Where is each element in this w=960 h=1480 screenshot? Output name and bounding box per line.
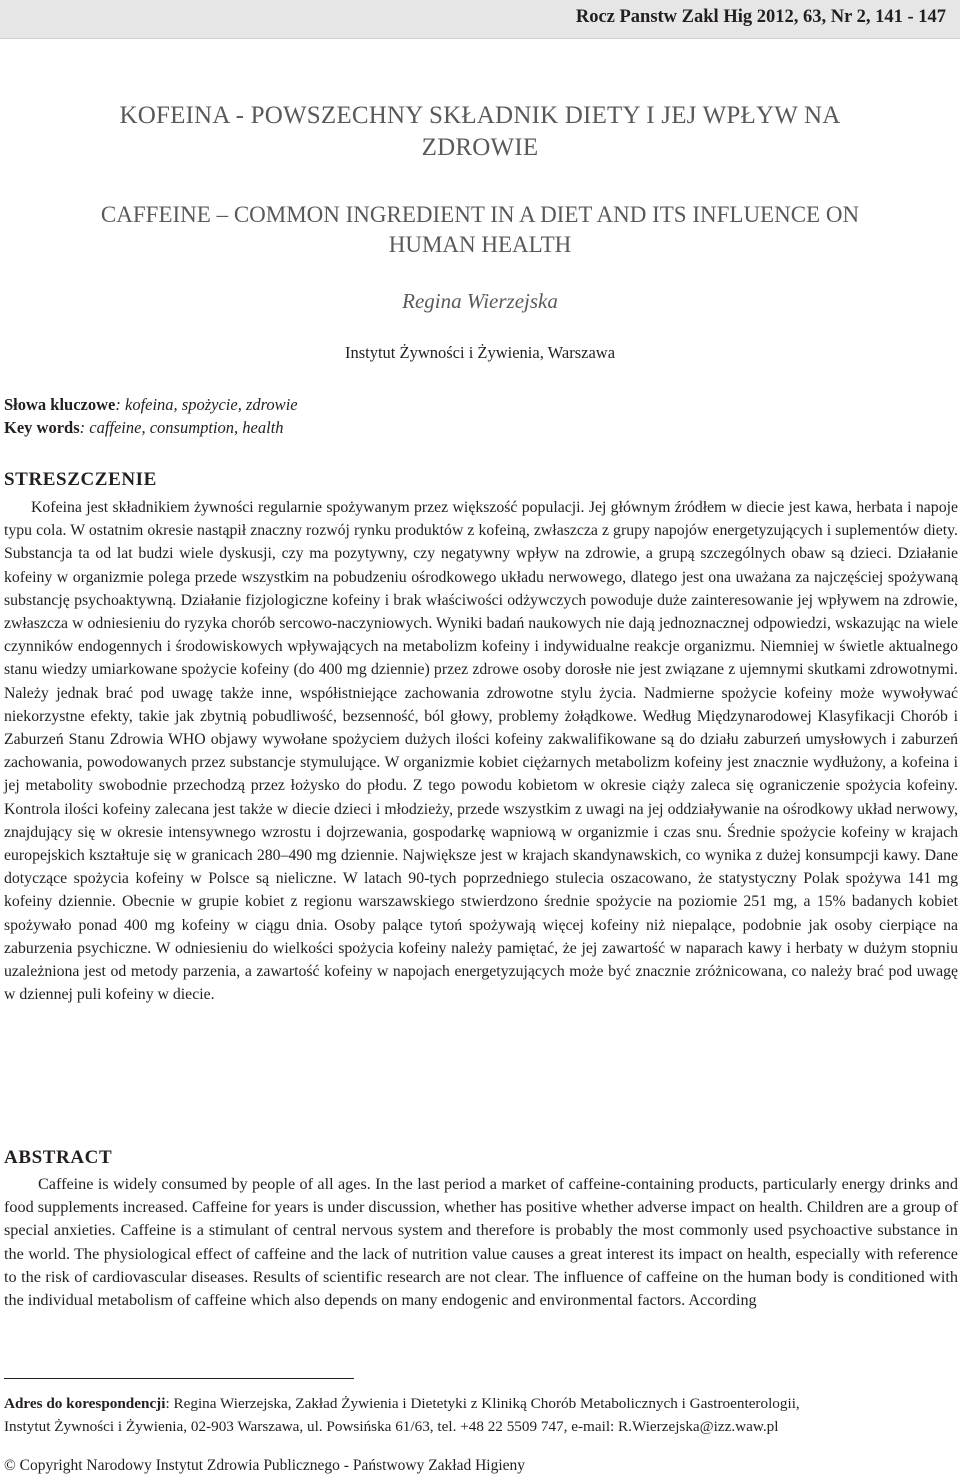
author-affiliation: Instytut Żywności i Żywienia, Warszawa xyxy=(344,343,616,362)
keywords-polish-values: : kofeina, spożycie, zdrowie xyxy=(115,395,298,414)
footnote-divider xyxy=(4,1378,354,1379)
correspondence-line-1 xyxy=(4,1392,958,1415)
correspondence-line-1-text: : Regina Wierzejska, Zakład Żywienia i Dietetyki z Kliniką Chorób Metabolicznych i Gastroenterologii, xyxy=(165,1395,800,1412)
abstract-text: Caffeine is widely consumed by people of all ages. In the last period a market of caffeine-containing products, particularly energy drinks and food supplements increased. Caffeine for years is under discussion, whether has positive whether adverse impact on health. Children are a group of special anxieties. Caffeine is a stimulant of central nervous system and therefore is probably the most commonly used psychoactive substance in the world. The physiological effect of caffeine and the lack of nutrition value causes a great interest its impact on health, especially with reference to the risk of cardiovascular diseases. Results of scientific research are not clear. The influence of caffeine on the human body is conditioned with the individual metabolism of caffeine which also depends on many endogenic and environmental factors. According xyxy=(4,1175,958,1310)
journal-header-bar xyxy=(0,0,960,39)
keywords-block xyxy=(4,393,298,439)
author-name: Regina Wierzejska xyxy=(402,289,558,313)
keywords-english xyxy=(4,416,298,439)
streszczenie-text: Kofeina jest składnikiem żywności regularnie spożywanym przez większość populacji. Jej głównym źródłem w diecie jest kawa, herbata i napoje typu cola. W ostatnim okresie nastąpił znaczny rozwój rynku produktów z kofeiną, zwłaszcza z grupy napojów energetyzujących i suplementów diety. Substancja ta od lat budzi wiele dyskusji, czy ma pozytywny, czy negatywny wpływ na zdrowie, a grupą szczególnych obaw są dzieci. Działanie kofeiny w organizmie polega przede wszystkim na pobudzeniu ośrodkowego układu nerwowego, dlatego jest ona uważana za najczęściej spożywaną substancję psychoaktywną. Działanie fizjologiczne kofeiny i brak właściwości odżywczych powoduje duże zainteresowanie jej wpływem na zdrowie, zwłaszcza w odniesieniu do ryzyka chorób sercowo-naczyniowych. Wyniki badań naukowych nie dają jednoznacznej odpowiedzi, wskazując na wiele czynników endogennych i środowiskowych wpływających na metabolizm kofeiny i indywidualne reakcje organizmu. Niemniej w świetle aktualnego stanu wiedzy umiarkowane spożycie kofeiny (do 400 mg dziennie) przez zdrowe osoby dorosłe nie jest związane z ujemnymi skutkami zdrowotnymi. Należy jednak brać pod uwagę także inne, współistniejące zachowania zdrowotne stylu życia. Nadmierne spożycie kofeiny może wywoływać niekorzystne efekty, takie jak zbytnią pobudliwość, bezsenność, ból głowy, problemy żołądkowe. Według Międzynarodowej Klasyfikacji Chorób i Zaburzeń Stanu Zdrowia WHO objawy wywołane spożyciem dużych ilości kofeiny zakwalifikowane są do działu zaburzeń umysłowych i zaburzeń zachowania, powodowanych przez substancje stymulujące. W organizmie kobiet ciężarnych metabolizm kofeiny jest znacznie wydłużony, a kofeina i jej metabolity swobodnie przechodzą przez łożysko do płodu. Z tego powodu kobietom w okresie ciąży zaleca się ograniczenie spożycia kofeiny. Kontrola ilości kofeiny zalecana jest także w diecie dzieci i młodzieży, przede wszystkim z uwagi na jej oddziaływanie na ośrodkowy układ nerwowy, znajdujący się w okresie intensywnego wzrostu i dojrzewania, gospodarkę wapniową w organizmie i czas snu. Średnie spożycie kofeiny w krajach europejskich kształtuje się w granicach 280–490 mg dziennie. Największe jest w krajach skandynawskich, co wynika z dużej konsumpcji kawy. Dane dotyczące spożycia kofeiny w Polsce są nieliczne. W latach 90-tych poprzedniego stulecia oszacowano, że statystyczny Polak spożywa 141 mg kofeiny dziennie. Obecnie w grupie kobiet z regionu warszawskiego stwierdzono średnie spożycie na poziomie 251 mg, a 15% badanych kobiet spożywało ponad 400 mg kofeiny w ciągu dnia. Osoby palące tytoń spożywają więcej kofeiny niż niepalące, podobnie jak osoby cierpiące na zaburzenia psychiczne. W odniesieniu do wielkości spożycia kofeiny należy pamiętać, że jej zawartość w naparach kawy i herbaty w dużym stopniu uzależniona jest od metody parzenia, a zawartość kofeiny w napojach energetyzujących może być znacznie zróżnicowana, co należy brać pod uwagę w dziennej puli kofeiny w diecie. xyxy=(4,499,958,1004)
keywords-english-label: Key words xyxy=(4,418,80,437)
abstract-heading: ABSTRACT xyxy=(4,1147,113,1168)
streszczenie-heading: STRESZCZENIE xyxy=(4,469,157,490)
copyright-notice: © Copyright Narodowy Instytut Zdrowia Publicznego - Państwowy Zakład Higieny xyxy=(4,1457,526,1474)
correspondence-address xyxy=(4,1392,958,1438)
title-english-line-1: CAFFEINE – COMMON INGREDIENT IN A DIET AND ITS INFLUENCE ON xyxy=(100,202,860,227)
correspondence-label: Adres do korespondencji xyxy=(4,1395,166,1412)
title-polish xyxy=(0,100,960,164)
title-english xyxy=(0,200,960,260)
correspondence-line-2: Instytut Żywności i Żywienia, 02-903 Warszawa, ul. Powsińska 61/63, tel. +48 22 5509 747, e-mail: R.Wierzejska@izz.waw.pl xyxy=(4,1418,779,1435)
keywords-polish xyxy=(4,393,298,416)
title-polish-line-1: KOFEINA - POWSZECHNY SKŁADNIK DIETY I JEJ WPŁYW NA xyxy=(119,102,841,129)
keywords-polish-label: Słowa kluczowe xyxy=(4,395,116,414)
journal-reference: Rocz Panstw Zakl Hig 2012, 63, Nr 2, 141 - 147 xyxy=(575,7,946,27)
title-polish-line-2: ZDROWIE xyxy=(421,134,539,161)
title-english-line-2: HUMAN HEALTH xyxy=(388,232,572,257)
keywords-english-values: : caffeine, consumption, health xyxy=(79,418,284,437)
